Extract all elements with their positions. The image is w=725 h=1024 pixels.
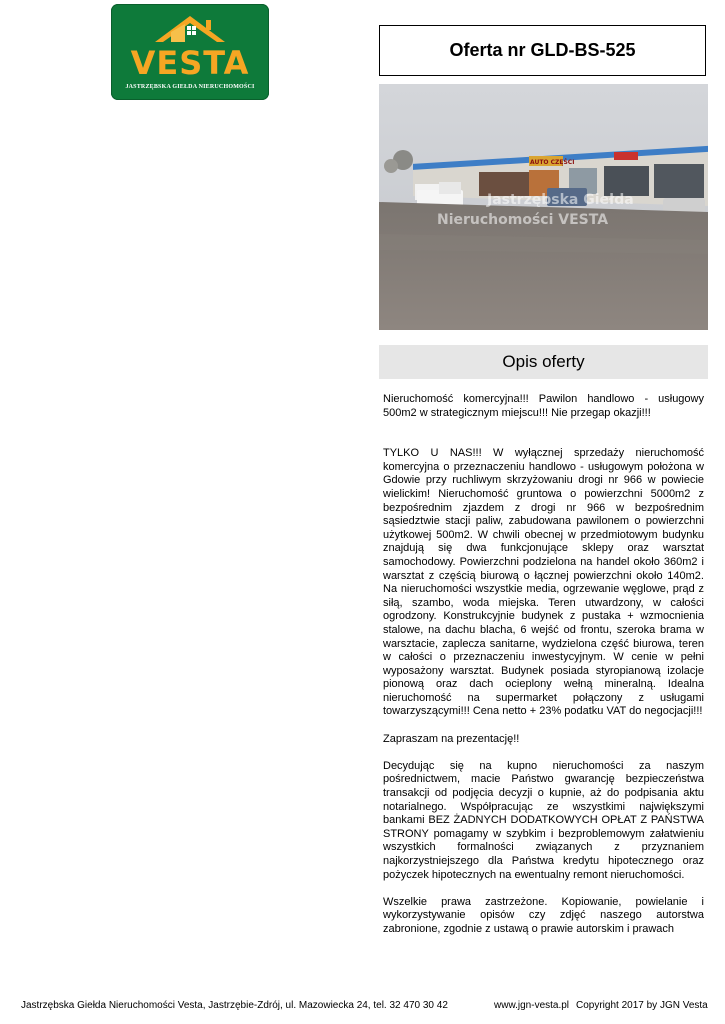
- description-invite: Zapraszam na prezentację!!: [383, 732, 520, 745]
- description-agency: Decydując się na kupno nieruchomości za naszym pośrednictwem, macie Państwo gwarancję bezpieczeństwa transakcji od podjęcia decyzji o kupnie, aż do podpisania aktu notarialnego. Współpracując ze wszystkimi największymi bankami BEZ ŻADNYCH DODATKOWYCH OPŁAT Z PAŃSTWA STRONY pomagamy w szybkim i bezproblemowym załatwieniu wszystkich formalności związanych z przyznaniem najkorzystniejszego dla Państwa kredytu hipotecznego oraz pożyczek hipotecznych na ewentualny remont nieruchomości.: [383, 759, 704, 881]
- logo-brand: VESTA: [130, 44, 250, 82]
- description-main: TYLKO U NAS!!! W wyłącznej sprzedaży nieruchomość komercyjna o przeznaczeniu handlowo - usługowym położona w Gdowie przy ruchliwym skrzyżowaniu drogi nr 966 w powiecie wielickim! Nieruchomość gruntowa o powierzchni 5000m2 z bezpośrednim zjazdem z drogi nr 966 w bezpośrednim sąsiedztwie stacji paliw, zabudowana pawilonem o powierzchni użytkowej 500m2. W chwili obecnej w przedmiotowym budynku znajdują się dwa funkcjonujące sklepy oraz warsztat samochodowy. Powierzchni podzielona na handel około 360m2 i warsztat z częścią biurową o łącznej powierzchni około 140m2. Na nieruchomości wszystkie media, ogrzewanie węglowe, prąd z siłą, szambo, woda miejska. Teren utwardzony, w całości ogrodzony. Konstrukcyjnie budynek z pustaka + wzmocnienia stalowe, na dachu blacha, 6 wejść od frontu, szeroka brama w warsztacie, zaplecza sanitarne, wydzielona część biurowa, teren w całości o przeznaczeniu inwestycyjnym. W cenie w pełni wyposażony warsztat. Budynek posiada styropianową izolacje pionową oraz dach ocieplony wełną mineralną. Idealna nieruchomość na supermarket połączony z usługami towarzyszącymi!!! Cena netto + 23% podatku VAT do negocjacji!!!: [383, 447, 704, 718]
- company-logo: [111, 4, 269, 100]
- footer-website-link[interactable]: www.jgn-vesta.pl: [494, 1000, 570, 1011]
- offer-title-box: [379, 25, 706, 76]
- footer-address: Jastrzębska Giełda Nieruchomości Vesta, Jastrzębie-Zdrój, ul. Mazowiecka 24, tel. 32 470 30 42: [21, 1000, 448, 1011]
- logo-subtitle: JASTRZĘBSKA GIEŁDA NIERUCHOMOŚCI: [125, 84, 255, 90]
- description-rights: Wszelkie prawa zastrzeżone. Kopiowanie, powielanie i wykorzystywanie opisów czy zdjęć naszego autorstwa zabronione, zgodnie z ustawą o prawie autorskim i prawach: [383, 895, 704, 935]
- offer-title: Oferta nr GLD-BS-525: [449, 40, 636, 60]
- watermark-line1: Jastrzębska Giełda: [487, 192, 634, 208]
- description-intro: Nieruchomość komercyjna!!! Pawilon handlowo - usługowy 500m2 w strategicznym miejscu!!! Nie przegap okazji!!!: [383, 393, 704, 419]
- house-roof-icon: [151, 12, 229, 46]
- offer-description: [383, 393, 704, 951]
- watermark-line2: Nieruchomości VESTA: [437, 212, 609, 228]
- section-header-label: Opis oferty: [502, 352, 585, 371]
- shop-sign: AUTO CZĘŚCI: [530, 159, 575, 166]
- page-footer: [0, 999, 725, 1013]
- section-header: [379, 345, 708, 379]
- property-photo: [379, 84, 708, 330]
- footer-copyright: Copyright 2017 by JGN Vesta: [576, 1000, 708, 1011]
